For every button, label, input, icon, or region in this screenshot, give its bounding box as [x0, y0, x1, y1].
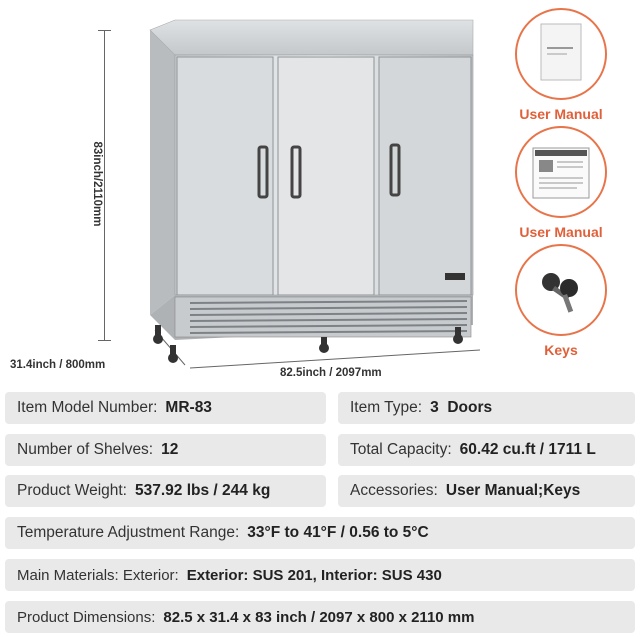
spec-value: MR-83: [165, 399, 212, 416]
accessory-label: Keys: [544, 342, 578, 358]
spec-value: 33°F to 41°F / 0.56 to 5°C: [247, 524, 429, 541]
keys-icon: [515, 244, 607, 336]
spec-value: 12: [161, 441, 179, 458]
spec-key: Product Weight:: [17, 482, 127, 499]
spec-key: Temperature Adjustment Range:: [17, 524, 240, 541]
spec-key: Item Model Number:: [17, 399, 158, 416]
accessory-keys: [515, 244, 607, 358]
spec-key: Main Materials: Exterior:: [17, 566, 179, 584]
accessory-label: User Manual: [519, 224, 603, 240]
spec-model: [5, 392, 326, 424]
width-label: 82.5inch / 2097mm: [280, 367, 382, 379]
spec-product-dimensions: [5, 601, 635, 633]
spec-value: 537.92 lbs / 244 kg: [135, 482, 271, 499]
spec-key: Total Capacity:: [350, 441, 452, 458]
spec-key: Accessories:: [350, 482, 438, 499]
spec-value: 60.42 cu.ft / 1711 L: [459, 441, 596, 458]
accessory-label: User Manual: [519, 106, 603, 122]
spec-capacity: [338, 434, 635, 466]
spec-value: 3 Doors: [430, 399, 493, 416]
refrigerator-illustration: [95, 15, 510, 390]
spec-accessories: [338, 475, 635, 507]
spec-materials: [5, 559, 635, 591]
spec-value: User Manual;Keys: [445, 482, 581, 499]
spec-weight: [5, 475, 326, 507]
spec-key: Item Type:: [350, 399, 423, 416]
accessory-user-manual-1: [515, 8, 607, 122]
spec-key: Product Dimensions:: [17, 608, 156, 626]
spec-temperature: [5, 517, 635, 549]
height-label: 83inch/2110mm: [91, 141, 103, 227]
manual-sheet-icon: [515, 126, 607, 218]
spec-value: Exterior: SUS 201, Interior: SUS 430: [186, 566, 442, 584]
spec-key: Number of Shelves:: [17, 441, 154, 458]
spec-value: 82.5 x 31.4 x 83 inch / 2097 x 800 x 2110 mm: [163, 608, 475, 626]
depth-label: 31.4inch / 800mm: [10, 359, 106, 371]
spec-shelves: [5, 434, 326, 466]
accessory-user-manual-2: [515, 126, 607, 240]
spec-type: [338, 392, 635, 424]
booklet-icon: [515, 8, 607, 100]
